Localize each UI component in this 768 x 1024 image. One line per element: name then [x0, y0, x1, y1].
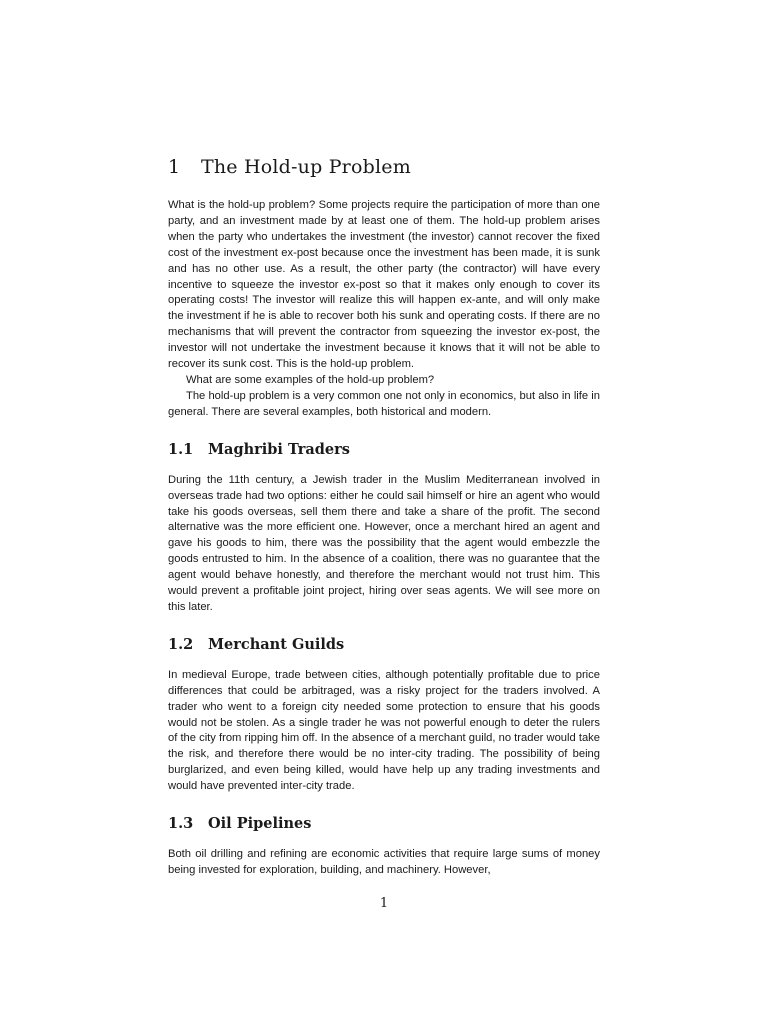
subsection-title: Oil Pipelines [208, 815, 312, 833]
section-paragraph: What is the hold-up problem? Some projects require the participation of more than one party, and an investment made by at least one of them. The hold-up problem arises when the party who undertakes the investment (the investor) cannot recover the fixed cost of the investment ex-post because once the investment has been made, it is sunk and has no other use. As a result, the other party (the contractor) will have every incentive to squeeze the investor ex-post so that it makes only enough to cover its operating costs! The investor will realize this will happen ex-ante, and will only make the investment if he is able to recover both his sunk and operating costs. If there are no mechanisms that will prevent the contractor from squeezing the investor ex-post, the investor will not undertake the investment because it knows that it will not be able to recover its sunk cost. This is the hold-up problem. [168, 199, 600, 371]
subsection-number: 1.3 [168, 815, 194, 833]
subsection-heading [168, 632, 600, 658]
section-paragraph: The hold-up problem is a very common one not only in economics, but also in life in general. There are several examples, both historical and modern. [168, 389, 600, 418]
subsection-paragraph: In medieval Europe, trade between cities, although potentially profitable due to price differences that could be arbitraged, was a risky project for the traders involved. A trader who went to a foreign city needed some protection to ensure that his goods would not be stolen. As a single trader he was not powerful enough to deter the rulers of the city from ripping him off. In the absence of a merchant guild, no trader would take the risk, and therefore there would be no inter-city trading. The possibility of being burglarized, and even being killed, would have help up any trading investments and would have prevented inter-city trade. [168, 668, 600, 793]
page-number: 1 [379, 896, 389, 911]
subsection-paragraph: Both oil drilling and refining are economic activities that require large sums of money being invested for exploration, building, and machinery. However, [168, 848, 600, 876]
subsection-title: Merchant Guilds [208, 635, 345, 653]
section-paragraph: What are some examples of the hold-up problem? [186, 373, 435, 386]
subsection-heading [168, 811, 600, 837]
section-number: 1 [168, 156, 181, 178]
section-title: The Hold-up Problem [201, 156, 411, 178]
paper-page [168, 150, 600, 879]
subsection-heading [168, 437, 600, 463]
subsection-number: 1.2 [168, 635, 194, 653]
section-heading [168, 150, 600, 184]
subsection-title: Maghribi Traders [208, 440, 350, 458]
subsection-number: 1.1 [168, 440, 194, 458]
subsection-paragraph: During the 11th century, a Jewish trader in the Muslim Mediterranean involved in overseas trade had two options: either he could sail himself or hire an agent who would take his goods overseas, sell them there and take a share of the profit. The second alternative was the more efficient one. However, once a merchant hired an agent and gave his goods to him, there was the possibility that the agent would embezzle the goods entrusted to him. In the absence of a coalition, there was no guarantee that the agent would behave honestly, and therefore the merchant would not trust him. This would prevent a profitable joint project, hiring over seas agents. We will see more on this later. [168, 473, 600, 613]
